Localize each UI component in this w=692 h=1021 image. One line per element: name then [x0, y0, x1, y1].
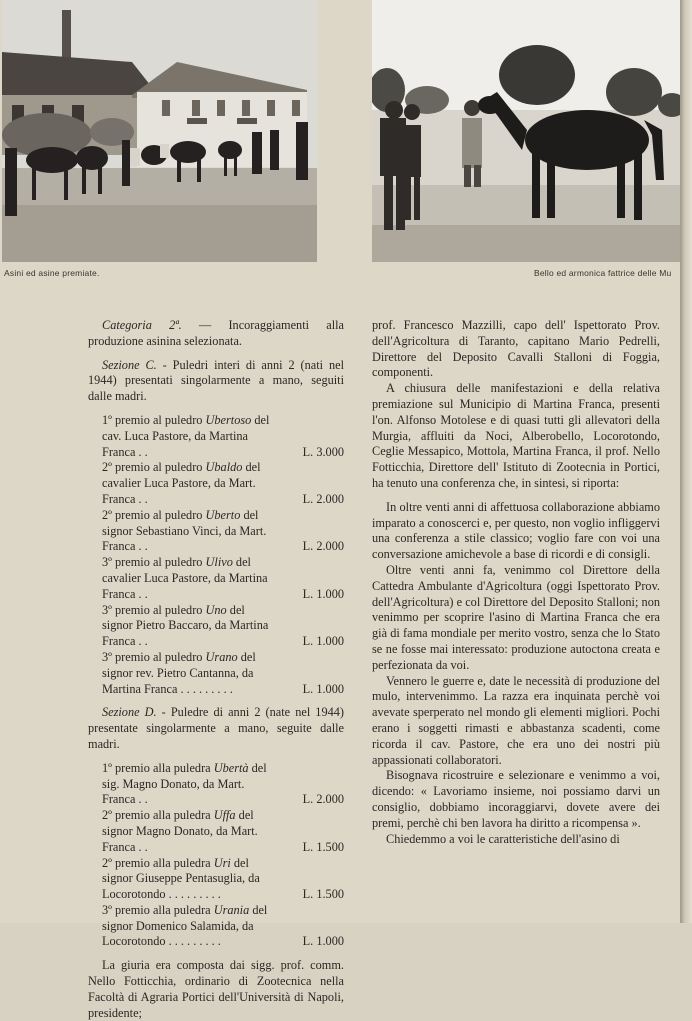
- prize-rank: 3º premio alla puledra: [102, 902, 214, 917]
- prize-amount: L. 3.000: [302, 444, 344, 459]
- photo-broodmare: [372, 0, 680, 262]
- categoria-text: — Incoraggiamenti alla produzione asinina selezionata.: [88, 318, 344, 348]
- foal-name: Ubaldo: [205, 460, 243, 475]
- lecture-paragraph-1: In oltre venti anni di affettuosa collaborazione abbiamo imparato a conoscerci e, per questo, non voglio infliggervi una conferenza a stile classico; voglio fare con voi una conversazione amichevole a base di ricordi e di consigli.: [372, 499, 660, 562]
- prize-amount: L. 1.000: [302, 934, 344, 949]
- prize-owner: del signor Magno Donato, da Mart. Franca . .: [102, 808, 258, 854]
- foal-name: Uberto: [205, 507, 241, 522]
- photo-donkeys-awarded-image: [2, 0, 317, 262]
- prize-rank: 2º premio al puledro: [102, 507, 206, 522]
- prize-row: [88, 603, 344, 650]
- prize-rank: 3º premio al puledro: [102, 555, 206, 570]
- categoria-label: Categoria 2ª.: [102, 318, 182, 332]
- sezione-d-paragraph: [88, 705, 344, 752]
- prize-amount: L. 2.000: [302, 792, 344, 807]
- prize-amount: L. 1.000: [302, 586, 344, 601]
- prize-rank: 2º premio alla puledra: [102, 855, 214, 870]
- text-column-left: [88, 318, 344, 1021]
- prize-rank: 1º premio alla puledra: [102, 760, 214, 775]
- prize-rank: 1º premio al puledro: [102, 412, 206, 427]
- foal-name: Urano: [205, 649, 238, 664]
- lecture-paragraph-5: Chiedemmo a voi le caratteristiche dell'asino di: [386, 831, 620, 846]
- prize-owner: del cavalier Luca Pastore, da Mart. Franca . .: [102, 460, 261, 506]
- prize-row: [88, 808, 344, 855]
- prize-row: [88, 413, 344, 460]
- jury-continuation-paragraph: prof. Francesco Mazzilli, capo dell' Ispettorato Prov. dell'Agricoltura di Taranto, capitano Mario Pedrelli, Direttore del Deposito Cavalli Stalloni di Foggia, componenti.: [372, 318, 660, 380]
- prize-owner: del signor Domenico Salamida, da Locorotondo . . . . . . . . .: [102, 902, 268, 949]
- sezione-d-label: Sezione D.: [102, 705, 157, 720]
- foal-name: Urania: [213, 902, 250, 917]
- foal-name: Ulivo: [205, 555, 233, 570]
- prize-amount: L. 1.000: [302, 681, 344, 696]
- sezione-c-paragraph: [88, 358, 344, 405]
- prize-row: [88, 460, 344, 507]
- photo-donkeys-awarded: [2, 0, 317, 262]
- photo-caption-right: Bello ed armonica fattrice delle Mu: [534, 268, 672, 278]
- prize-amount: L. 2.000: [302, 491, 344, 506]
- page-edge: [680, 0, 692, 923]
- foal-name: Uno: [205, 602, 227, 617]
- prize-rank: 2º premio alla puledra: [102, 808, 214, 823]
- sezione-c-label: Sezione C.: [102, 357, 157, 372]
- sezione-d-text: - Puledre di anni 2 (nate nel 1944) presentate singolarmente a mano, seguite dalle madri.: [88, 705, 344, 751]
- categoria-paragraph: [88, 318, 344, 350]
- prize-row: [88, 650, 344, 697]
- foal-name: Uffa: [213, 808, 236, 823]
- prize-owner: del signor Giuseppe Pentasuglia, da Locorotondo . . . . . . . . .: [102, 855, 260, 902]
- prize-list-c: [88, 413, 344, 697]
- prize-list-d: [88, 761, 344, 951]
- prize-owner: del sig. Magno Donato, da Mart. Franca . .: [102, 760, 267, 807]
- prize-row: [88, 761, 344, 808]
- text-column-right: [372, 318, 660, 847]
- prize-owner: del cav. Luca Pastore, da Martina Franca . .: [102, 412, 270, 459]
- prize-owner: del cavalier Luca Pastore, da Martina Franca . .: [102, 555, 268, 601]
- prize-amount: L. 1.500: [302, 887, 344, 902]
- prize-owner: del signor Sebastiano Vinci, da Mart. Franca . .: [102, 507, 267, 554]
- prize-row: [88, 856, 344, 903]
- lecture-paragraph-4: Bisognava ricostruire e selezionare e venimmo a voi, dicendo: « Lavoriamo insieme, noi possiamo darvi un consiglio, dobbiamo incoraggiarvi, dovete avere dei premi, perchè chi ben lavora ha diritto a ricompensa ».: [372, 768, 660, 830]
- lecture-paragraph-3: Vennero le guerre e, date le necessità di produzione del mulo, intervenimmo. La razza era inquinata perchè voi avevate sperperato nel mondo gli elementi migliori. Pochi erano i soggetti rimasti e abbastanza scadenti, come ricorda il cav. Pastore, che era uno dei nostri più appassionati collaboratori.: [372, 673, 660, 767]
- prize-owner: del signor rev. Pietro Cantanna, da Martina Franca . . . . . . . . .: [102, 649, 256, 696]
- prize-rank: 3º premio al puledro: [102, 602, 206, 617]
- prize-row: [88, 508, 344, 555]
- sezione-c-text: - Puledri interi di anni 2 (nati nel 1944) presentati singolarmente a mano, seguiti dalle madri.: [88, 357, 344, 404]
- prize-row: [88, 555, 344, 602]
- giuria-paragraph: La giuria era composta dai sigg. prof. comm. Nello Fotticchia, ordinario di Zootecnica nella Facoltà di Agraria Portici dell'Università di Napoli, presidente;: [88, 958, 344, 1020]
- photo-broodmare-image: [372, 0, 680, 262]
- foal-name: Uri: [213, 855, 231, 870]
- foal-name: Ubertà: [213, 760, 249, 775]
- prize-amount: L. 1.500: [302, 839, 344, 854]
- ceremony-paragraph: A chiusura delle manifestazioni e della relativa premiazione sul Municipio di Martina Franca, presenti l'on. Alfonso Motolese e di quasi tutti gli allevatori della Murgia, affluiti da Noci, Alberobello, Locorotondo, Ceglie Messapico, Mottola, Martina Franca, il prof. Nello Fotticchia, Direttore dell' Istituto di Zootecnia in Portici, ha tenuto una conferenza che, in sintesi, si riporta:: [372, 381, 660, 490]
- foal-name: Ubertoso: [205, 412, 252, 427]
- lecture-paragraph-2: Oltre venti anni fa, venimmo col Direttore della Cattedra Ambulante d'Agricoltura (oggi Ispettorato Prov. dell'Agricoltura) e col Direttore del Deposito Stalloni; non venimmo per scoprire l'asino di Martina Franca che era già di fama mondiale per merito vostro, senza che lo Stato se ne fosse mai interessato: produzione autoctona creata e perfezionata da voi.: [372, 562, 660, 672]
- photo-caption-left: Asini ed asine premiate.: [4, 268, 100, 278]
- prize-rank: 3º premio al puledro: [102, 649, 206, 664]
- prize-amount: L. 2.000: [302, 539, 344, 554]
- prize-owner: del signor Pietro Baccaro, da Martina Franca . .: [102, 602, 269, 649]
- prize-amount: L. 1.000: [302, 634, 344, 649]
- prize-row: [88, 903, 344, 950]
- prize-rank: 2º premio al puledro: [102, 460, 206, 475]
